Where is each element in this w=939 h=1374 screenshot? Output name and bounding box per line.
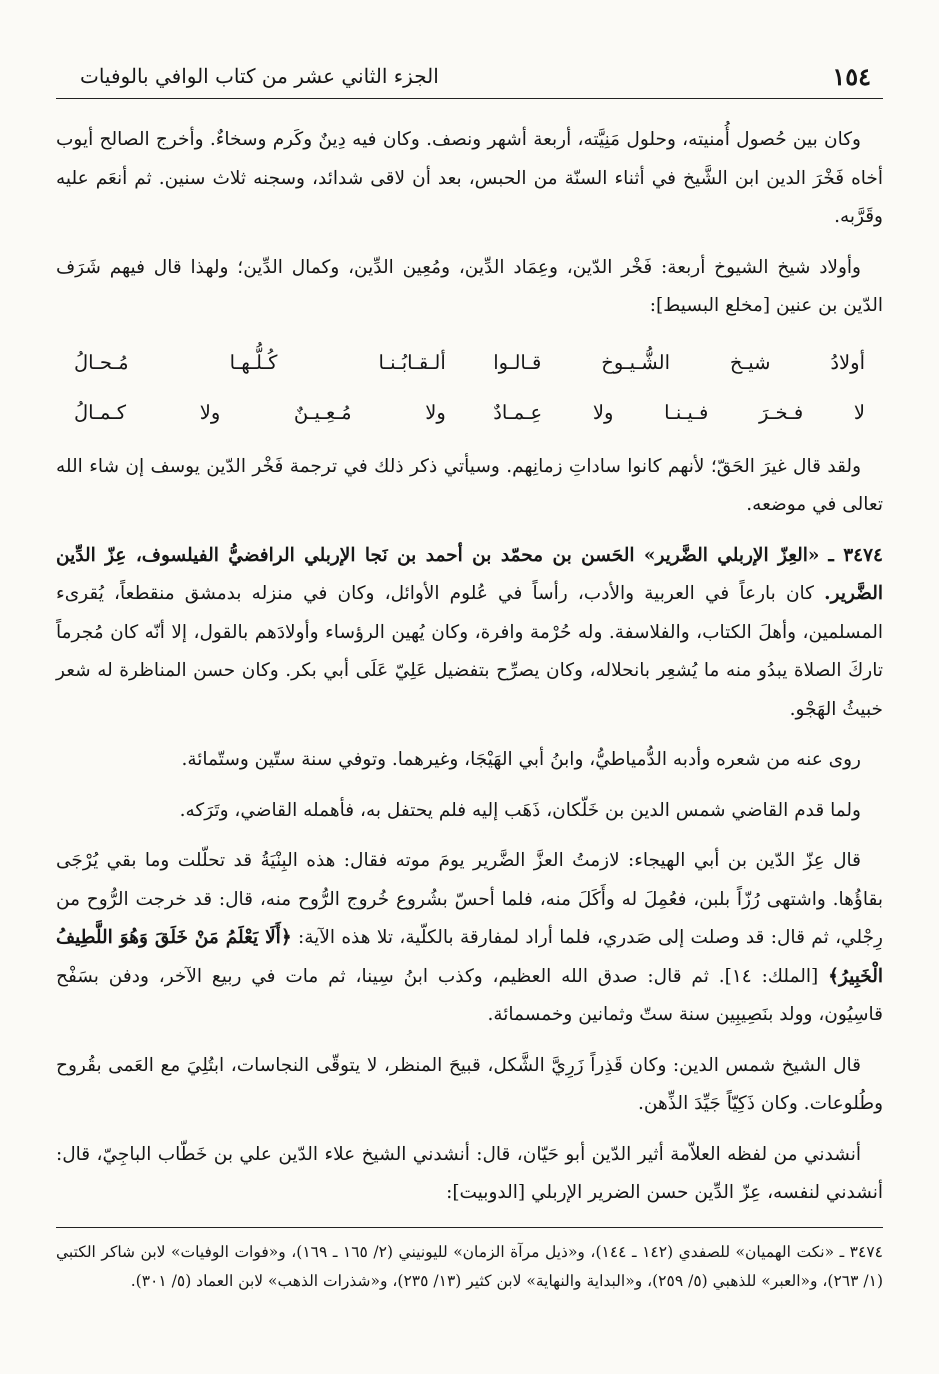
footnote-text: «نكت الهميان» للصفدي (١٤٢ ـ ١٤٤)، و«ذيل مرآة الزمان» لليونيني (٢/ ١٦٥ ـ ١٦٩)، و«فوات الوفيات» لابن شاكر الكتبي (١/ ٢٦٣)، و«العبر» للذهبي (٥/ ٢٥٩)، و«البداية والنهاية» لابن كثير (١٣/ ٢٣٥)، و«شذرات الذهب» لابن العماد (٥/ ٣٠١). [56,1242,883,1290]
paragraph-5: روى عنه من شعره وأدبه الدُّمياطيُّ، وابنُ أبي الهَيْجَا، وغيرهما. وتوفي سنة ستّين وستّمائة. [181,749,861,770]
footnote-number: ٣٤٧٤ ـ [839,1242,883,1261]
page-number: ١٥٤ [832,62,871,91]
paragraph-7 [56,842,883,1035]
paragraph-2: وأولاد شيخ الشيوخ أربعة: فَخْر الدّين، وعِمَاد الدِّين، ومُعِين الدِّين، وكمال الدِّين؛ ولهذا قال فيهم شَرَف الدّين بن عنين [مخلع البسيط]: [56,256,883,316]
main-text [56,121,883,1213]
paragraph-9: أنشدني من لفظه العلاّمة أثير الدّين أبو حَيّان، قال: أنشدني الشيخ علاء الدّين علي بن خَطّاب الباجِيّ، قال: أنشدني لنفسه، عِزّ الدِّين حسن الضرير الإربلي [الدوبيت]: [56,1143,883,1203]
verse-1-first-hemistich: أولادُ شيـخ الشُّـيـوخ قـالـوا [493,350,865,374]
footnote-divider [56,1227,883,1228]
footnote-3474 [56,1238,883,1296]
verse-2-second-hemistich: ولا مُـعِـيـنٌ ولا كـمـالُ [74,400,446,424]
paragraph-1: وكان بين حُصول أُمنيته، وحلول مَنِيَّته، أربعة أشهر ونصف. وكان فيه دِينٌ وكَرم وسخاءٌ. وأخرج الصالح أيوب أخاه فَخْرَ الدين ابن الشَّيخ في أثناء السنّة من الحبس، بعد أن لاقى شدائد، وسجنه ثلاث سنين. ثم أنعَم عليه وقَرَّبه. [56,129,883,227]
footnotes [56,1238,883,1296]
quran-verse: ﴿أَلَا يَعْلَمُ مَنْ خَلَقَ وَهُوَ اللَّطِيفُ الْخَبِيرُ﴾ [56,927,884,987]
paragraph-8: قال الشيخ شمس الدين: وكان قَذِراً زَرِيَّ الشَّكل، قبيحَ المنظر، لا يتوقّى النجاسات، ابتُلِيَ مع العَمى بقُروح وطُلوعات. وكان ذَكِيّاً جَيِّدَ الذِّهن. [56,1054,883,1114]
entry-3474 [56,537,883,730]
page-header [56,60,883,99]
paragraph-7-part-a: قال عِزّ الدّين بن أبي الهيجاء: لازمتُ العزَّ الضَّرير يومَ موته فقال: هذه البِنْيَةُ قد تحلّلت وما بقي يُرْجَى بقاؤُها. واشتهى رُزّاً بلبن، فعُمِلَ له وأَكَلَ منه، فلما أحسّ بشُروع خُروج الرُّوح منه، قال: قد خرجت الرُّوح من رِجْلي، ثم قال: قد وصلت إلى صَدري، فلما أراد لمفارقة بالكلّية، تلا هذه الآية: [56,850,883,948]
poem-block [74,338,865,438]
entry-heading: «العِزّ الإربلي الضَّرير» الحَسن بن محمّد بن أحمد بن نَجا الإربلي الرافضيُّ الفيلسوف، عِزّ الدِّين الضَّرير. [56,544,883,604]
verse-line-2 [74,388,865,438]
verse-2-first-hemistich: لا فـخـرَ فـيـنـا ولا عِـمـادٌ [493,400,865,424]
paragraph-6: ولما قدم القاضي شمس الدين بن خَلّكان، ذَهَب إليه فلم يحتفل به، فأهمله القاضي، وتَرَكه. [179,799,861,821]
running-title: الجزء الثاني عشر من كتاب الوافي بالوفيات [80,64,439,88]
paragraph-7-part-b: [الملك: ١٤]. ثم قال: صدق الله العظيم، وكذب ابنُ سِينا، ثم مات في ربيع الآخر، ودفن بسَفْح قاسِيُون، وولد بنَصِيبِين سنة ستّ وثمانين وخمسمائة. [56,965,883,1025]
entry-number: ٣٤٧٤ ـ [828,544,883,566]
paragraph-3: ولقد قال غيرَ الحَقّ؛ لأنهم كانوا ساداتِ زمانِهم. وسيأتي ذكر ذلك في ترجمة فَخْر الدّين يوسف إن شاء الله تعالى في موضعه. [56,455,883,515]
verse-1-second-hemistich: ألـقـابُـنـا كُـلُّـهـا مُـحـالُ [74,350,446,374]
entry-biography: كان بارعاً في العربية والأدب، رأساً في عُلوم الأوائل، وكان في منزله بدمشق منقطعاً، يُقرىء المسلمين، وأهلَ الكتاب، والفلاسفة. وله حُرْمة وافرة، وكان يُهين الرؤساء وأولادَهم بالقول، إلا أنّه كان مُجرماً تاركَ الصلاة يبدُو منه ما يُشعِر بانحلاله، وكان يصرِّح بتفضيل عَلِيّ عَلَى أبي بكر. وكان حسن المناظرة له شعر خبيثُ الهَجْو. [56,583,883,720]
verse-line-1 [74,338,865,388]
